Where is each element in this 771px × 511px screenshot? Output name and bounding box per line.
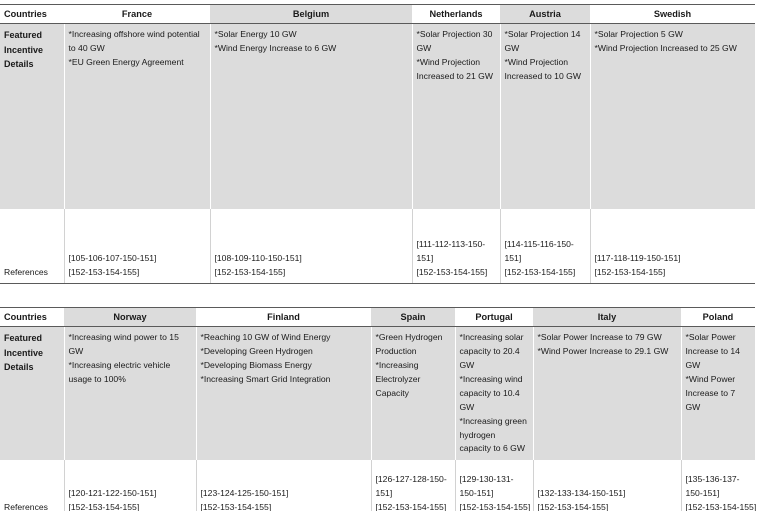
row-label-line-2: Incentive [4,347,44,358]
table-row-references [0,460,755,511]
header-row [0,5,755,24]
reference-item: [129-130-131-150-151] [459,474,514,499]
reference-item: [105-106-107-150-151] [68,253,157,264]
details-cell-austria [500,24,590,209]
header-country-netherlands: Netherlands [412,5,500,24]
detail-item: *Solar Power Increase to 79 GW [537,332,662,343]
details-cell-france [64,24,210,209]
header-country-spain: Spain [371,308,455,327]
reference-item: [152-153-154-155] [685,501,757,511]
row-label-featured-incentive-details [0,24,64,209]
header-country-austria: Austria [500,5,590,24]
detail-item: *Wind Projection Increased to 10 GW [504,56,581,81]
reference-item: [152-153-154-155] [200,501,272,511]
detail-item: *Wind Power Increase to 7 GW [685,373,736,412]
incentives-table-two [0,307,755,511]
header-country-swedish: Swedish [590,5,755,24]
detail-item: *Increasing wind capacity to 10.4 GW [459,373,523,412]
details-cell-poland [681,327,755,461]
reference-item: [152-153-154-155] [537,501,609,511]
detail-item: *Reaching 10 GW of Wind Energy [200,332,331,343]
details-cell-netherlands [412,24,500,209]
header-country-italy: Italy [533,308,681,327]
detail-item: *Developing Green Hydrogen [200,346,313,357]
reference-item: [114-115-116-150-151] [504,239,574,264]
reference-item: [152-153-154-155] [375,501,447,511]
reference-item: [108-109-110-150-151] [214,253,302,264]
reference-item: [132-133-134-150-151] [537,488,626,499]
row-label-line-2: Incentive [4,44,44,55]
references-cell-portugal [455,460,533,511]
header-country-poland: Poland [681,308,755,327]
header-country-finland: Finland [196,308,371,327]
reference-item: [152-153-154-155] [214,267,286,278]
references-cell-belgium [210,209,412,284]
header-country-belgium: Belgium [210,5,412,24]
row-label-references: References [0,460,64,511]
references-cell-spain [371,460,455,511]
detail-item: *EU Green Energy Agreement [68,56,184,67]
details-cell-italy [533,327,681,461]
references-cell-austria [500,209,590,284]
detail-item: *Increasing offshore wind potential to 40 GW [68,29,200,54]
detail-item: *Wind Projection Increased to 25 GW [594,43,737,54]
detail-item: *Developing Biomass Energy [200,359,312,370]
detail-item: *Solar Projection 5 GW [594,29,683,40]
detail-item: *Wind Energy Increase to 6 GW [214,43,337,54]
detail-item: *Solar Projection 14 GW [504,29,581,54]
header-country-portugal: Portugal [455,308,533,327]
reference-item: [152-153-154-155] [459,501,531,511]
reference-item: [152-153-154-155] [68,501,140,511]
row-label-references: References [0,209,64,284]
header-country-norway: Norway [64,308,196,327]
references-cell-poland [681,460,755,511]
table-row-references [0,209,755,284]
header-country-france: France [64,5,210,24]
detail-item: *Wind Projection Increased to 21 GW [416,56,493,81]
incentives-table-one [0,4,755,284]
references-cell-swedish [590,209,755,284]
detail-item: *Increasing solar capacity to 20.4 GW [459,332,524,370]
details-cell-swedish [590,24,755,209]
row-label-line-1: Featured [4,333,43,344]
reference-item: [117-118-119-150-151] [594,253,681,264]
detail-item: *Wind Power Increase to 29.1 GW [537,346,669,357]
detail-item: *Increasing electric vehicle usage to 100% [68,359,171,384]
details-cell-norway [64,327,196,461]
reference-item: [120-121-122-150-151] [68,488,157,499]
header-row [0,308,755,327]
detail-item: *Increasing Smart Grid Integration [200,373,331,384]
reference-item: [152-153-154-155] [594,267,666,278]
reference-item: [126-127-128-150-151] [375,474,447,499]
row-label-line-1: Featured [4,30,43,41]
reference-item: [152-153-154-155] [68,267,140,278]
reference-item: [152-153-154-155] [416,267,488,278]
table-one-body [0,24,755,284]
details-cell-spain [371,327,455,461]
details-cell-belgium [210,24,412,209]
row-label-line-3: Details [4,362,34,373]
row-label-featured-incentive-details [0,327,64,461]
row-label-line-3: Details [4,59,34,70]
detail-item: *Solar Power Increase to 14 GW [685,332,740,370]
references-cell-france [64,209,210,284]
reference-item: [152-153-154-155] [504,267,576,278]
detail-item: *Increasing Electrolyzer Capacity [375,359,421,398]
header-countries: Countries [0,308,64,327]
table-row-featured-incentive-details [0,24,755,209]
detail-item: *Solar Projection 30 GW [416,29,493,54]
detail-item: *Green Hydrogen Production [375,332,443,357]
reference-item: [135-136-137-150-151] [685,474,740,499]
reference-item: [111-112-113-150-151] [416,239,486,264]
detail-item: *Increasing wind power to 15 GW [68,332,179,357]
header-countries: Countries [0,5,64,24]
detail-item: *Solar Energy 10 GW [214,29,297,40]
table-two-body [0,327,755,511]
references-cell-netherlands [412,209,500,284]
table-one-header [0,5,755,24]
detail-item: *Increasing green hydrogen capacity to 6 GW [459,415,527,454]
references-cell-finland [196,460,371,511]
references-cell-norway [64,460,196,511]
reference-item: [123-124-125-150-151] [200,488,289,499]
references-cell-italy [533,460,681,511]
table-two-header [0,308,755,327]
details-cell-finland [196,327,371,461]
details-cell-portugal [455,327,533,461]
table-row-featured-incentive-details [0,327,755,461]
